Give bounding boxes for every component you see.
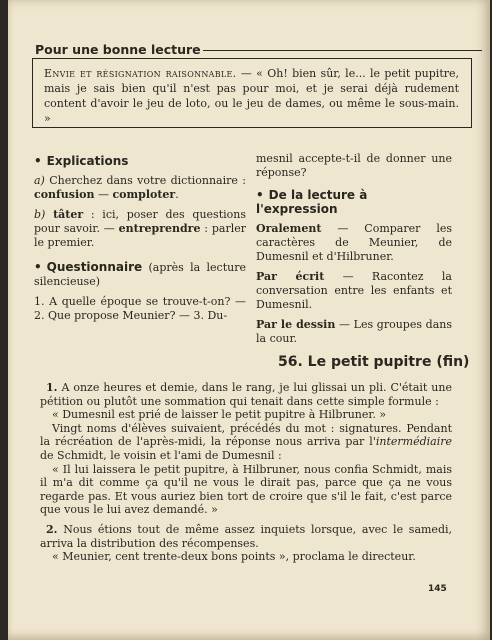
story-paragraph-5 xyxy=(40,523,452,550)
p3-italic: intermédiaire xyxy=(375,435,452,449)
questionnaire-heading xyxy=(34,260,142,274)
bullet-icon: • xyxy=(256,188,264,202)
story-paragraph-1 xyxy=(40,381,452,408)
a-end: . xyxy=(175,188,179,201)
a-word-1: confusion xyxy=(34,188,95,201)
p5-text: Nous étions tout de même assez inquiets lorsque, avec le samedi, arriva la distribution des récompenses. xyxy=(40,522,452,550)
questions-continuation: mesnil accepte-t-il de donner une réponse? xyxy=(256,152,452,179)
explication-b xyxy=(34,208,246,250)
story-text xyxy=(40,381,452,564)
a-prefix: a) xyxy=(34,174,45,187)
bullet-icon: • xyxy=(34,260,42,274)
book-page xyxy=(8,0,490,640)
questionnaire-note: (après la lecture silencieuse) xyxy=(34,261,246,288)
exercise-ecrit xyxy=(256,270,452,312)
p5-number: 2. xyxy=(46,522,58,536)
b-text-2: : parler le premier. xyxy=(34,222,246,249)
bullet-icon: • xyxy=(34,154,42,168)
quote-lead: Envie et résignation raisonnable. xyxy=(44,67,237,80)
story-paragraph-4: « Il lui laissera le petit pupitre, à Hilbruner, nous confia Schmidt, mais il m'a dit comme ça qu'il ne vous le dirait pas, parce que ça ne vous regarde pas. Et vous auriez bien tort de croire que s'il le fait, c'est parce que vous le lui avez demandé. » xyxy=(40,462,452,517)
questionnaire-title: Questionnaire xyxy=(46,260,143,274)
story-paragraph-6: « Meunier, cent trente-deux bons points », proclama le directeur. xyxy=(52,550,416,564)
b-word-1: tâter xyxy=(53,208,84,221)
exercise-dessin xyxy=(256,318,452,346)
p3-text-a: Vingt noms d'élèves suivaient, précédés du mot : signatures. Pendant la récréation de l'après-midi, la réponse nous arriva par l' xyxy=(40,421,452,449)
p1-text: A onze heures et demie, dans le rang, je lui glissai un pli. C'était une pétition ou plutôt une sommation qui tenait dans cette simple formule : xyxy=(40,381,452,408)
ecrit-text: — Racontez la conversation entre les enfants et Dumesnil. xyxy=(256,270,452,311)
a-mid: — xyxy=(94,188,113,201)
chapter-title: 56. Le petit pupitre (fin) xyxy=(278,354,470,370)
explications-title: Explications xyxy=(46,154,129,168)
dessin-text: — Les groupes dans la cour. xyxy=(256,318,452,345)
p3-text-b: de Schmidt, le voisin et l'ami de Dumesnil : xyxy=(40,448,282,462)
questions-text: 1. A quelle époque se trouve-t-on? — 2. Que propose Meunier? — 3. Du- xyxy=(34,295,246,322)
dessin-label: Par le dessin xyxy=(256,318,336,331)
a-text: Cherchez dans votre dictionnaire : xyxy=(44,174,246,187)
page-number: 145 xyxy=(428,584,447,594)
b-text-1: : ici, poser des questions pour savoir. — xyxy=(34,208,246,235)
box-title-rule xyxy=(203,50,482,51)
right-column xyxy=(256,152,452,346)
b-prefix: b) xyxy=(34,208,46,221)
b-word-2: entreprendre xyxy=(118,222,201,235)
left-column xyxy=(34,154,246,323)
a-word-2: comploter xyxy=(112,188,176,201)
quote-body: — « Oh! bien sûr, le... le petit pupitre, mais je sais bien qu'il n'est pas pour moi, et je serai déjà rudement content d'avoir le jeu de loto, ou le jeu de dames, ou même le sous-main. » xyxy=(44,67,459,125)
lecture-title: De la lecture à l'expression xyxy=(256,188,368,216)
quote-box-text xyxy=(44,66,459,126)
box-title: Pour une bonne lecture xyxy=(35,42,201,57)
p1-number: 1. xyxy=(46,381,58,394)
explication-a xyxy=(34,174,246,202)
ecrit-label: Par écrit xyxy=(256,270,325,283)
section-questionnaire xyxy=(34,260,246,289)
oral-label: Oralement xyxy=(256,222,322,235)
story-paragraph-3 xyxy=(40,422,452,463)
exercise-oral xyxy=(256,222,452,264)
section-explications xyxy=(34,154,246,168)
section-lecture-expression xyxy=(256,188,452,216)
oral-text: — Comparer les caractères de Meunier, de Dumesnil et d'Hilbruner. xyxy=(256,222,452,263)
story-paragraph-2: « Dumesnil est prié de laisser le petit pupitre à Hilbruner. » xyxy=(52,408,387,422)
